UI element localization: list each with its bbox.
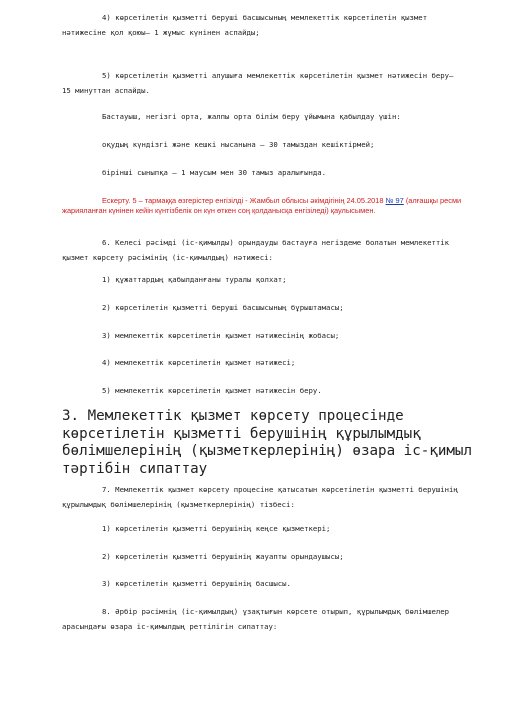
section7-item-1: 1) көрсетілетін қызметті берушінің кеңсе қызметкері;	[102, 524, 331, 533]
section6-item-4: 4) мемлекеттік көрсетілетін қызмет нәтижесі;	[102, 358, 296, 367]
amendment-note	[62, 196, 462, 216]
section7-intro: 7. Мемлекеттік қызмет көрсету процесіне қатысатын көрсетілетін қызметті берушінің құрылымдық бөлімшелерінің (қызметкерлерінің) тізбесі:	[62, 485, 458, 509]
paragraph-result-signing: 4) көрсетілетін қызметті беруші басшысының мемлекеттік көрсетілетін қызмет нәтижесіне қол қоюы– 1 жұмыс күнінен аспайды;	[62, 13, 428, 37]
paragraph-fulltime-evening: оқудың күндізгі және кешкі нысанына – 30 тамыздан кешіктірмей;	[102, 140, 375, 149]
section7-item-2: 2) көрсетілетін қызметті берушінің жауапты орындаушысы;	[102, 552, 344, 561]
section6-item-3: 3) мемлекеттік көрсетілетін қызмет нәтижесінің жобасы;	[102, 331, 340, 340]
amendment-note-text-end: (алғашқы ресми жарияланған күнінен кейін күнтізбелік он күн өткен соң қолданысқа енгізіледі) қаулысымен.	[62, 196, 462, 215]
amendment-decree-link[interactable]: № 97	[385, 196, 404, 205]
section6-item-1: 1) құжаттардың қабылданғаны туралы қолхат;	[102, 275, 287, 284]
amendment-note-text: Ескерту. 5 – тармаққа өзгерістер енгізілді - Жамбыл облысы әкімдігінің 24.05.2018	[102, 196, 386, 205]
section8-intro: 8. Әрбір рәсімнің (іс-қимылдың) ұзақтығын көрсете отырып, құрылымдық бөлімшелер арасындағы өзара іс-қимылдың реттілігін сипаттау:	[62, 607, 450, 631]
section6-intro: 6. Келесі рәсімді (іс-қимылды) орындауды бастауға негіздеме болатын мемлекеттік қызмет көрсету рәсімінің (іс-қимылдың) нәтижесі:	[62, 238, 450, 262]
section6-item-5: 5) мемлекеттік көрсетілетін қызмет нәтижесін беру.	[102, 386, 322, 395]
section7-item-3: 3) көрсетілетін қызметті берушінің басшысы.	[102, 579, 291, 588]
section6-item-2: 2) көрсетілетін қызметті беруші басшысының бұрыштамасы;	[102, 303, 344, 312]
paragraph-first-grade: бірінші сыныпқа – 1 маусым мен 30 тамыз аралығында.	[102, 168, 327, 177]
paragraph-admission-intro: Бастауыш, негізгі орта, жалпы орта білім беру ұйымына қабылдау үшін:	[102, 112, 401, 121]
paragraph-result-issue: 5) көрсетілетін қызметті алушыға мемлекеттік көрсетілетін қызмет нәтижесін беру– 15 минуттан аспайды.	[62, 71, 454, 95]
section-heading: 3. Мемлекеттік қызмет көрсету процесінде көрсетілетін қызметті берушінің құрылымдық бөлімшелерінің (қызметкерлерінің) өзара іс-қимыл тәртібін сипаттау	[62, 408, 472, 477]
